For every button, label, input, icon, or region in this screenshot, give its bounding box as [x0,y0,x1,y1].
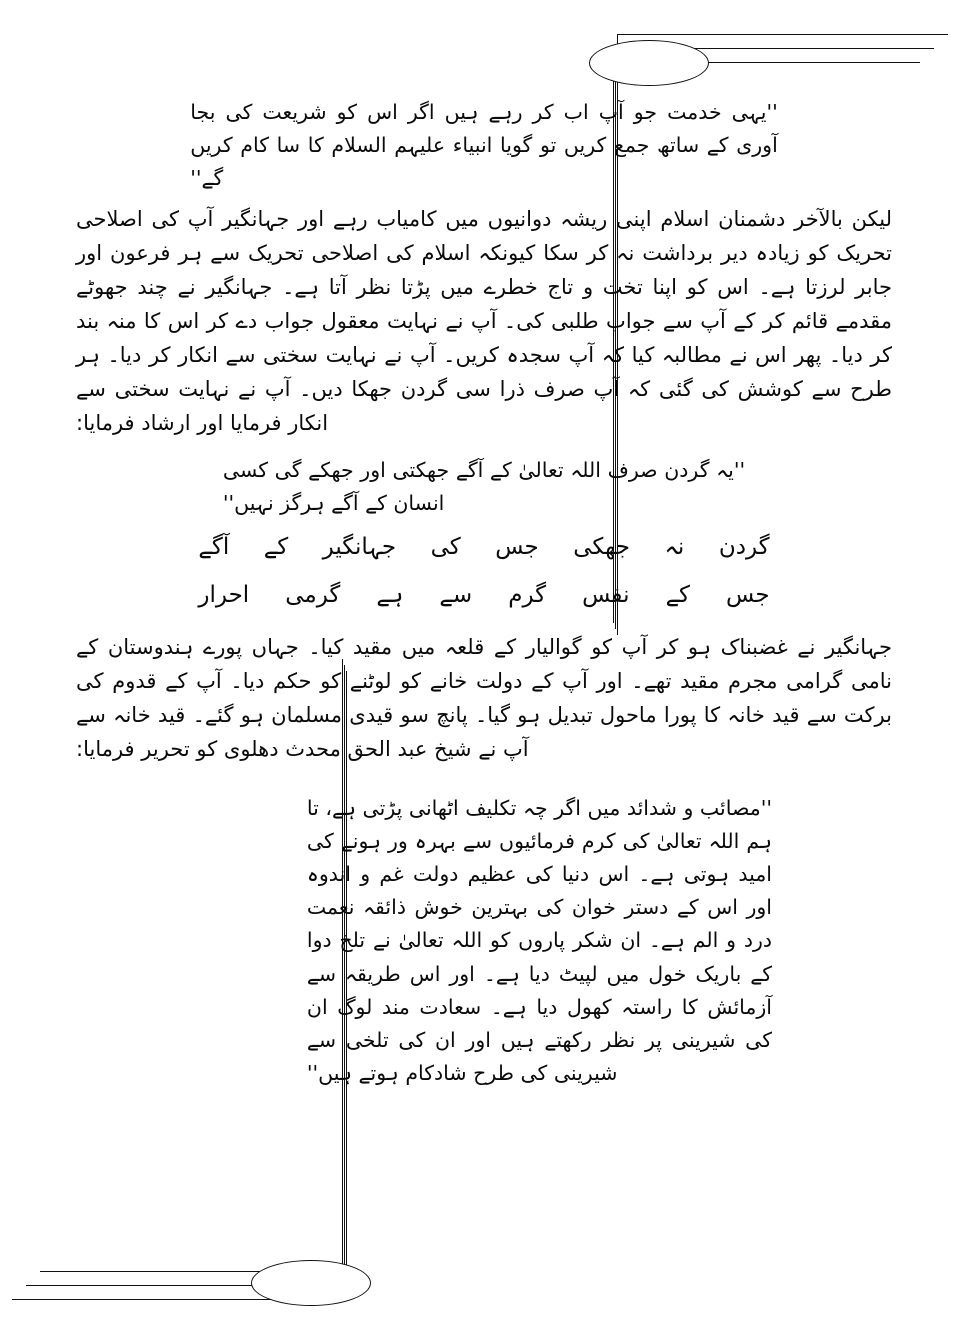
paragraph-first: لیکن بالآخر دشمنان اسلام اپنی ریشہ دوانیوں میں کامیاب رہے اور جہانگیر آپ کی اصلاحی تحریک کو زیادہ دیر برداشت نہ کر سکا کیونکہ اسلام کی اصلاحی تحریک سے ہر فرعون اور جابر لرزتا ہے۔ اس کو اپنا تخت و تاج خطرے میں پڑتا نظر آتا ہے۔ جہانگیر نے چند جھوٹے مقدمے قائم کر کے آپ سے جواب طلبی کی۔ آپ نے نہایت معقول جواب دے کر اس کا منہ بند کر دیا۔ پھر اس نے مطالبہ کیا کہ آپ سجدہ کریں۔ آپ نے نہایت سختی سے انکار کر دیا۔ ہر طرح سے کوشش کی گئی کہ آپ صرف ذرا سی گردن جھکا دیں۔ آپ نے نہایت سختی سے انکار فرمایا اور ارشاد فرمایا: [76,206,892,435]
ornament-ellipse-bottom [251,1260,371,1306]
spacer [76,620,892,630]
spacer [76,770,892,792]
verse-line-second: جس کے نفس گرم سے ہے گرمی احرار [198,581,770,608]
page-body [76,96,892,1096]
ornament-ellipse-top [589,40,709,86]
block-quote-first: ''یہی خدمت جو آپ اب کر رہے ہیں اگر اس کو شریعت کی بجا آوری کے ساتھ جمع کریں تو گویا انبیاء علیہم السلام کا سا کام کریں گے'' [190,100,778,191]
spacer [76,444,892,454]
block-quote-second: ''یہ گردن صرف اللہ تعالیٰ کے آگے جھکتی اور جھکے گی کسی انسان کے آگے ہرگز نہیں'' [222,457,746,515]
block-quote-third: ''مصائب و شدائد میں اگر چہ تکلیف اٹھانی پڑتی ہے، تا ہم اللہ تعالیٰ کی کرم فرمائیوں سے بہرہ ور ہونے کی امید ہوتی ہے۔ اس دنیا کی عظیم دولت غم و اندوہ اور اس کے دستر خوان کی بہترین خوش ذائقہ نعمت درد و الم ہے۔ ان شکر پاروں کو اللہ تعالیٰ نے تلخ دوا کے باریک خول میں لپیٹ دیا ہے۔ اور اس طریقہ سے آزمائش کا راستہ کھول دیا ہے۔ سعادت مند لوگ ان کی شیرینی پر نظر رکھتے ہیں اور ان کی تلخی سے شیرینی کی طرح شادکام ہوتے ہیں'' [306,795,772,1086]
paragraph-second: جہانگیر نے غضبناک ہو کر آپ کو گوالیار کے قلعہ میں مقید کیا۔ جہاں پورے ہندوستان کے نامی گرامی مجرم مقید تھے۔ اور آپ کے دولت خانے کو لوٹنے کو حکم دیا۔ آپ کے قدوم کی برکت سے قید خانہ کا پورا ماحول تبدیل ہو گیا۔ پانچ سو قیدی مسلمان ہو گئے۔ قید خانہ سے آپ نے شیخ عبد الحق محدث دھلوی کو تحریر فرمایا: [76,634,892,761]
verse-line-first: گردن نہ جھکی جس کی جہانگیر کے آگے [198,534,770,561]
